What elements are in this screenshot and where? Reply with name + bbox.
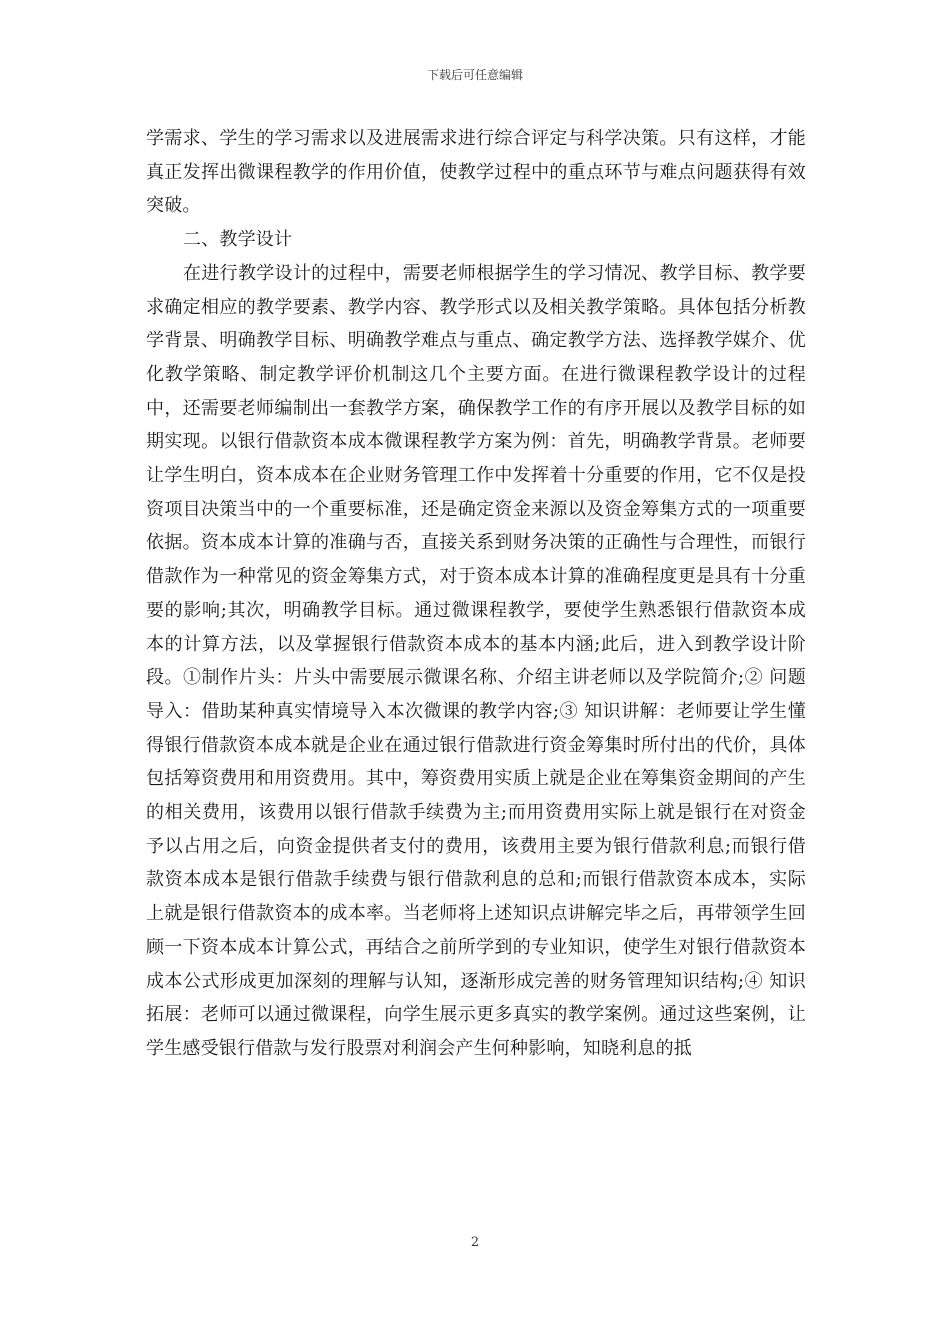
document-body <box>146 122 806 1066</box>
page-header: 下载后可任意编辑 <box>426 68 523 82</box>
page-number: 2 <box>470 1235 480 1250</box>
paragraph-teaching-design: 在进行教学设计的过程中，需要老师根据学生的学习情况、教学目标、教学要求确定相应的教学要素、教学内容、教学形式以及相关教学策略。具体包括分析教学背景、明确教学目标、明确教学难点与重点、确定教学方法、选择教学媒介、优化教学策略、制定教学评价机制这几个主要方面。在进行微课程教学设计的过程中，还需要老师编制出一套教学方案，确保教学工作的有序开展以及教学目标的如期实现。以银行借款资本成本微课程教学方案为例：首先，明确教学背景。老师要让学生明白，资本成本在企业财务管理工作中发挥着十分重要的作用，它不仅是投资项目决策当中的一个重要标准，还是确定资金来源以及资金筹集方式的一项重要依据。资本成本计算的准确与否，直接关系到财务决策的正确性与合理性，而银行借款作为一种常见的资金筹集方式，对于资本成本计算的准确程度更是具有十分重要的影响;其次，明确教学目标。通过微课程教学，要使学生熟悉银行借款资本成本的计算方法，以及掌握银行借款资本成本的基本内涵;此后，进入到教学设计阶段。①制作片头：片头中需要展示微课名称、介绍主讲老师以及学院简介;② 问题导入：借助某种真实情境导入本次微课的教学内容;③ 知识讲解：老师要让学生懂得银行借款资本成本就是企业在通过银行借款进行资金筹集时所付出的代价，具体包括筹资费用和用资费用。其中，筹资费用实质上就是企业在筹集资金期间的产生的相关费用，该费用以银行借款手续费为主;而用资费用实际上就是银行在对资金予以占用之后，向资金提供者支付的费用，该费用主要为银行借款利息;而银行借款资本成本是银行借款手续费与银行借款利息的总和;而银行借款资本成本，实际上就是银行借款资本的成本率。当老师将上述知识点讲解完毕之后，再带领学生回顾一下资本成本计算公式，再结合之前所学到的专业知识，使学生对银行借款资本成本公式形成更加深刻的理解与认知，逐渐形成完善的财务管理知识结构;④ 知识拓展：老师可以通过微课程，向学生展示更多真实的教学案例。通过这些案例，让学生感受银行借款与发行股票对利润会产生何种影响，知晓利息的抵 <box>146 262 806 1059</box>
section-heading: 二、教学设计 <box>183 229 293 251</box>
paragraph-continued: 学需求、学生的学习需求以及进展需求进行综合评定与科学决策。只有这样，才能真正发挥出微课程教学的作用价值，使教学过程中的重点环节与难点问题获得有效突破。 <box>146 128 806 217</box>
